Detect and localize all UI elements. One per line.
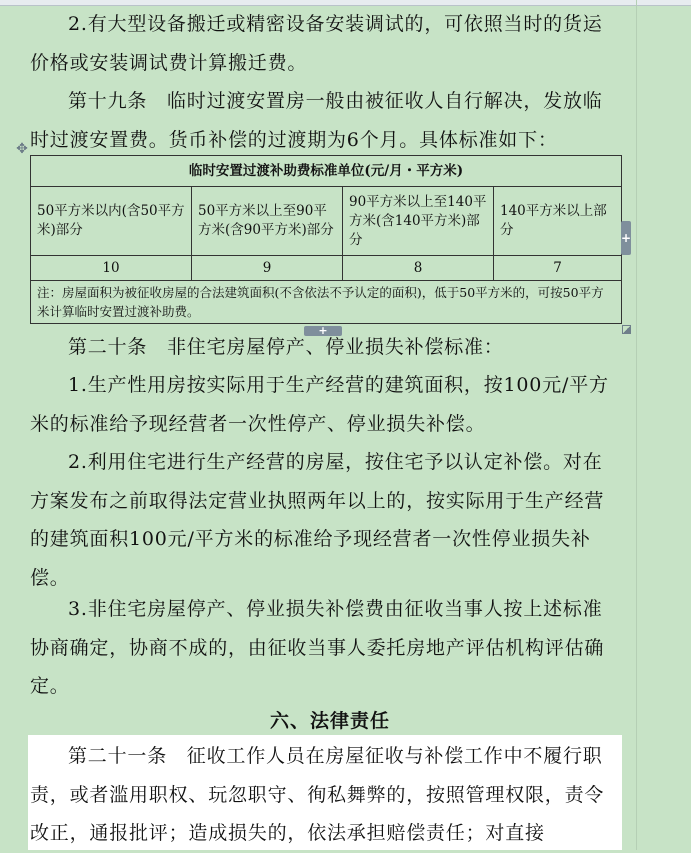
table-category-cell: 50平方米以内(含50平方米)部分 <box>31 187 192 256</box>
table-value-cell: 9 <box>192 256 343 281</box>
table-category-cell: 90平方米以上至140平方米(含140平方米)部分 <box>343 187 494 256</box>
table-title: 临时安置过渡补助费标准单位(元/月・平方米) <box>31 156 622 187</box>
paragraph-article-20: 第二十条 非住宅房屋停产、停业损失补偿标准： <box>68 336 504 358</box>
table-note: 注：房屋面积为被征收房屋的合法建筑面积(不含依法不予认定的面积)，低于50平方米的，可按50平方米计算临时安置过渡补助费。 <box>31 281 622 324</box>
move-handle-icon[interactable]: ✥ <box>16 141 28 157</box>
paragraph-residential-business: 2.利用住宅进行生产经营的房屋，按住宅予以认定补偿。对在方案发布之前取得法定营业执照两年以上的，按实际用于生产经营的建筑面积100元/平方米的标准给予现经营者一次性停业损失补偿。 <box>30 451 605 589</box>
transition-subsidy-table <box>30 155 622 324</box>
table-value-cell: 8 <box>343 256 494 281</box>
paragraph-production-housing: 1.生产性用房按实际用于生产经营的建筑面积，按100元/平方米的标准给予现经营者一次性停产、停业损失补偿。 <box>30 374 609 435</box>
add-column-icon[interactable]: + <box>621 221 631 255</box>
table-category-cell: 140平方米以上部分 <box>494 187 622 256</box>
paragraph-article-21: 第二十一条 征收工作人员在房屋征收与补偿工作中不履行职责，或者滥用职权、玩忽职守、徇私舞弊的，按照管理权限，责令改正，通报批评；造成损失的，依法承担赔偿责任；对直接 <box>30 745 605 844</box>
paragraph-article-19: 第十九条 临时过渡安置房一般由被征收人自行解决，发放临时过渡安置费。货币补偿的过渡期为6个月。具体标准如下： <box>30 90 603 151</box>
paragraph-negotiation: 3.非住宅房屋停产、停业损失补偿费由征收当事人按上述标准协商确定，协商不成的，由征收当事人委托房地产评估机构评估确定。 <box>30 598 605 697</box>
table-category-cell: 50平方米以上至90平方米(含90平方米)部分 <box>192 187 343 256</box>
table-value-cell: 10 <box>31 256 192 281</box>
section-heading: 六、法律责任 <box>269 710 390 732</box>
add-row-icon[interactable]: + <box>304 326 342 336</box>
paragraph-equipment-relocation: 2.有大型设备搬迁或精密设备安装调试的，可依照当时的货运价格或安装调试费计算搬迁费。 <box>30 13 603 74</box>
resize-handle-icon[interactable] <box>622 325 631 334</box>
table-value-cell: 7 <box>494 256 622 281</box>
